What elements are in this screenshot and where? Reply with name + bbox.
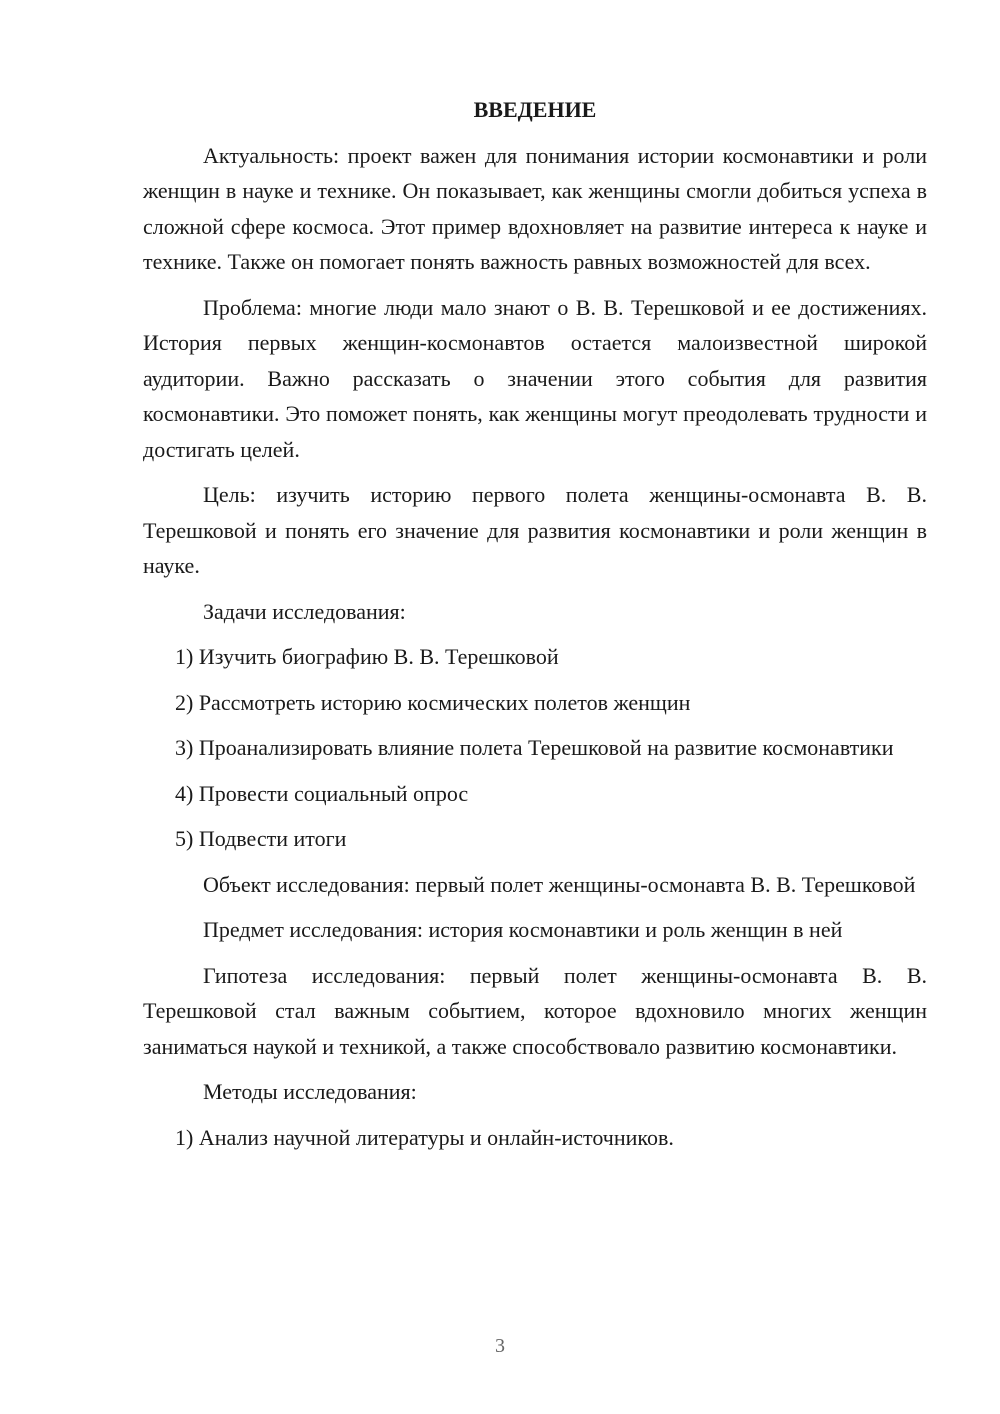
object-paragraph: Объект исследования: первый полет женщины-осмонавта В. В. Терешковой (203, 871, 916, 897)
hypothesis-paragraph: Гипотеза исследования: первый полет женщины-осмонавта В. В. Терешковой стал важным событием, которое вдохновило многих женщин заниматься наукой и техникой, а также способствовало развитию космонавтики. (143, 962, 927, 1059)
page-content (143, 92, 927, 1165)
subject-paragraph: Предмет исследования: история космонавтики и роль женщин в ней (203, 917, 843, 942)
tasks-title: Задачи исследования: (203, 598, 406, 624)
page-number: 3 (495, 1335, 505, 1357)
goal-paragraph: Цель: изучить историю первого полета женщины-осмонавта В. В. Терешковой и понять его значение для развития космонавтики и роли женщин в науке. (143, 482, 927, 578)
task-item: 1) Изучить биографию В. В. Терешковой (175, 644, 559, 669)
method-item: 1) Анализ научной литературы и онлайн-источников. (175, 1124, 674, 1150)
task-item: 4) Провести социальный опрос (175, 780, 469, 806)
problem-paragraph: Проблема: многие люди мало знают о В. В. Терешковой и ее достижениях. История первых женщин-космонавтов остается малоизвестной широкой аудитории. Важно рассказать о значении этого события для развития космонавтики. Это поможет понять, как женщины могут преодолевать трудности и достигать целей. (143, 294, 927, 462)
relevance-paragraph: Актуальность: проект важен для понимания истории космонавтики и роли женщин в науке и технике. Он показывает, как женщины смогли добиться успеха в сложной сфере космоса. Этот пример вдохновляет на развитие интереса к науке и технике. Также он помогает понять важность равных возможностей для всех. (143, 142, 927, 274)
section-heading: ВВЕДЕНИЕ (473, 97, 597, 122)
methods-title: Методы исследования: (203, 1079, 417, 1104)
task-item: 3) Проанализировать влияние полета Терешковой на развитие космонавтики (175, 735, 894, 760)
task-item: 5) Подвести итоги (175, 826, 347, 851)
task-item: 2) Рассмотреть историю космических полетов женщин (175, 689, 691, 715)
